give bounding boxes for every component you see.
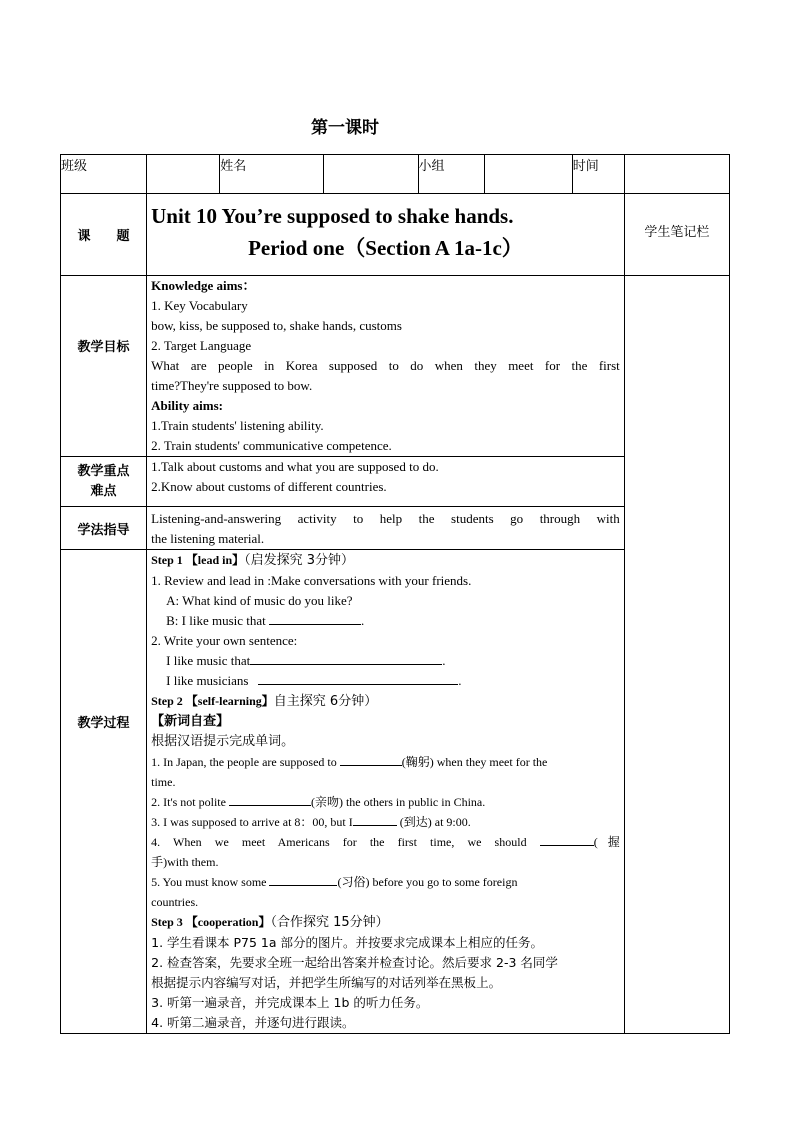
sentence-line: I like music that . xyxy=(166,653,446,668)
exercise-line xyxy=(151,752,620,772)
answer-blank xyxy=(353,813,397,826)
notes-column-label: 学生笔记栏 xyxy=(624,194,729,276)
page-title: 第一课时 xyxy=(311,118,379,138)
exercise-line: 手)with them. xyxy=(151,855,219,869)
method-text: the listening material. xyxy=(151,531,265,546)
objectives-row xyxy=(61,276,730,457)
topic-title-cell xyxy=(147,194,625,276)
exercise-text: 1. In Japan, the people are supposed to xyxy=(151,755,337,769)
exercise-line xyxy=(151,812,620,832)
objective-item: 1. Key Vocabulary xyxy=(151,298,248,313)
dialog-line: B: I like music that . xyxy=(166,613,365,628)
step3-item: 4. 听第二遍录音，并逐句进行跟读。 xyxy=(151,1015,355,1030)
time-label: 时间 xyxy=(572,155,624,194)
exercise-text: 3. I was supposed to arrive at 8：00, but I xyxy=(151,815,353,829)
step-title: Step 2 【self-learning】 xyxy=(151,694,274,708)
step3-heading xyxy=(151,912,620,933)
time-field xyxy=(624,155,729,194)
answer-blank xyxy=(258,672,458,685)
ability-item: 2. Train students' communicative competence. xyxy=(151,438,392,453)
group-field xyxy=(484,155,572,194)
ability-item: 1.Train students' listening ability. xyxy=(151,418,324,433)
group-label: 小组 xyxy=(418,155,484,194)
method-text: Listening-and-answering activity to help the students go through with xyxy=(151,511,620,526)
step-note: 自主探究 6分钟） xyxy=(273,694,378,709)
objectives-label: 教学目标 xyxy=(61,276,147,457)
step3-item: 根据提示内容编写对话，并把学生所编写的对话列举在黑板上。 xyxy=(151,975,502,990)
step2-subheading: 【新词自查】 xyxy=(151,714,230,729)
step-note: （启发探究 3分钟） xyxy=(244,553,355,568)
objectives-content xyxy=(147,276,625,457)
answer-blank xyxy=(340,753,402,766)
exercise-line xyxy=(151,792,620,812)
sentence-text: I like music that xyxy=(166,653,251,668)
process-label: 教学过程 xyxy=(61,550,147,1034)
objective-item: 2. Target Language xyxy=(151,338,252,353)
class-field xyxy=(147,155,220,194)
key-points-content xyxy=(147,457,625,507)
step2-instruction: 根据汉语提示完成单词。 xyxy=(151,734,295,749)
exercise-line: countries. xyxy=(151,895,199,909)
exercise-text: (亲吻) the others in public in China. xyxy=(310,795,486,809)
sentence-text: I like musicians xyxy=(166,673,249,688)
dialog-text: B: I like music that xyxy=(166,613,266,628)
exercise-text: 4. When we meet Americans for the first time, we should xyxy=(151,835,527,849)
exercise-text: (习俗) before you go to some foreign xyxy=(337,875,518,889)
answer-blank xyxy=(540,833,594,846)
target-language-text: What are people in Korea supposed to do when they meet for the first xyxy=(151,358,620,373)
exercise-text: (握 xyxy=(593,835,620,849)
answer-blank xyxy=(250,652,442,665)
exercise-text: 5. You must know some xyxy=(151,875,267,889)
step1-heading xyxy=(151,550,620,571)
key-points-label xyxy=(61,457,147,507)
target-language-text: time?They're supposed to bow. xyxy=(151,378,313,393)
process-content xyxy=(147,550,625,1034)
exercise-text: (到达) at 9:00. xyxy=(399,815,471,829)
step1-item: 2. Write your own sentence: xyxy=(151,633,298,648)
exercise-line xyxy=(151,872,620,892)
notes-column xyxy=(624,276,729,1034)
period-title: Period one（Section A 1a-1c） xyxy=(248,236,523,260)
step2-heading xyxy=(151,691,620,712)
header-row xyxy=(61,155,730,194)
method-label: 学法指导 xyxy=(61,507,147,550)
key-points-label-line: 难点 xyxy=(90,483,117,499)
name-label: 姓名 xyxy=(220,155,324,194)
topic-row xyxy=(61,194,730,276)
answer-blank xyxy=(229,793,311,806)
answer-blank xyxy=(269,612,361,625)
vocabulary-list: bow, kiss, be supposed to, shake hands, customs xyxy=(151,318,402,333)
exercise-text: (鞠躬) when they meet for the xyxy=(401,755,548,769)
step-note: （合作探究 15分钟） xyxy=(270,915,389,930)
knowledge-heading: Knowledge aims： xyxy=(151,278,256,293)
name-field xyxy=(324,155,418,194)
sentence-line: I like musicians . xyxy=(166,673,462,688)
key-points-label-line: 教学重点 xyxy=(77,463,130,479)
step3-item: 2. 检查答案，先要求全班一起给出答案并检查讨论。然后要求 2-3 名同学 xyxy=(151,955,558,970)
step3-item: 3. 听第一遍录音，并完成课本上 1b 的听力任务。 xyxy=(151,995,429,1010)
dialog-line: A: What kind of music do you like? xyxy=(166,593,353,608)
method-content xyxy=(147,507,625,550)
step-title: Step 3 【cooperation】 xyxy=(151,915,271,929)
unit-title: Unit 10 You’re supposed to shake hands. xyxy=(151,204,514,228)
exercise-line: time. xyxy=(151,775,176,789)
lesson-plan-table xyxy=(60,154,730,1034)
exercise-line xyxy=(151,832,620,852)
key-point: 1.Talk about customs and what you are supposed to do. xyxy=(151,459,439,474)
step3-item: 1. 学生看课本 P75 1a 部分的图片。并按要求完成课本上相应的任务。 xyxy=(151,935,544,950)
ability-heading: Ability aims: xyxy=(151,398,223,413)
exercise-text: 2. It's not polite xyxy=(151,795,226,809)
step1-item: 1. Review and lead in :Make conversations with your friends. xyxy=(151,573,472,588)
answer-blank xyxy=(269,873,337,886)
class-label: 班级 xyxy=(61,155,147,194)
step-title: Step 1 【lead in】 xyxy=(151,553,245,567)
key-point: 2.Know about customs of different countries. xyxy=(151,479,387,494)
topic-label: 课 题 xyxy=(61,194,147,276)
